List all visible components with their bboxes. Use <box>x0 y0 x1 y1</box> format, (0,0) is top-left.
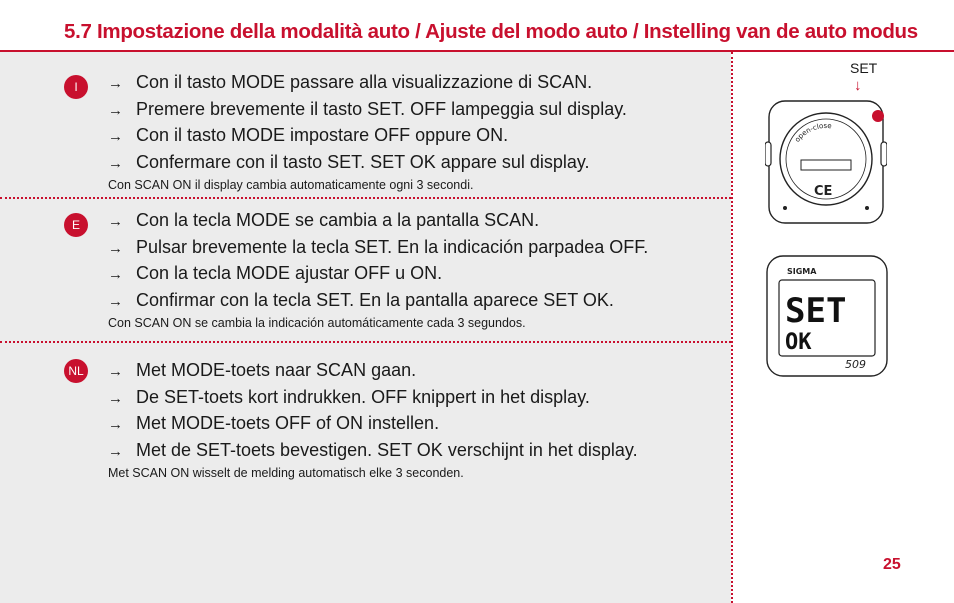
step: → Confermare con il tasto SET. SET OK appare sul display. <box>108 150 728 177</box>
lang-badge-dutch: NL <box>64 359 88 383</box>
steps-spanish <box>108 208 728 331</box>
note-dutch: Met SCAN ON wisselt de melding automatisch elke 3 seconden. <box>108 465 464 480</box>
section-divider <box>0 341 731 343</box>
arrow-down-icon: ↓ <box>854 77 862 94</box>
steps-italian <box>108 70 728 193</box>
step: → Met de SET-toets bevestigen. SET OK verschijnt in het display. <box>108 438 728 465</box>
device-back-illustration <box>765 98 887 226</box>
steps-dutch <box>108 358 728 481</box>
arrow-icon: → <box>108 155 123 173</box>
note-italian: Con SCAN ON il display cambia automaticamente ogni 3 secondi. <box>108 177 474 192</box>
open-close-text: open-close <box>793 121 832 144</box>
arrow-icon: → <box>108 239 123 257</box>
ce-mark: CE <box>814 184 833 199</box>
model-number: 509 <box>845 358 866 371</box>
arrow-icon: → <box>108 389 123 407</box>
display-line-set: SET <box>785 291 847 331</box>
display-line-ok: OK <box>785 330 812 355</box>
step: → Pulsar brevemente la tecla SET. En la indicación parpadea OFF. <box>108 235 728 262</box>
arrow-icon: → <box>108 101 123 119</box>
sigma-logo: SIGMA <box>787 267 817 276</box>
step: → Con la tecla MODE ajustar OFF u ON. <box>108 261 728 288</box>
set-button-marker <box>872 110 884 122</box>
step: → Con il tasto MODE impostare OFF oppure ON. <box>108 123 728 150</box>
arrow-icon: → <box>108 128 123 146</box>
arrow-icon: → <box>108 416 123 434</box>
page-title: 5.7 Impostazione della modalità auto / Ajuste del modo auto / Instelling van de auto modus <box>64 20 918 43</box>
step: → Confirmar con la tecla SET. En la pantalla aparece SET OK. <box>108 288 728 315</box>
instructions-panel <box>0 52 731 603</box>
set-button-label: SET <box>850 60 878 76</box>
arrow-icon: → <box>108 266 123 284</box>
step: → Met MODE-toets OFF of ON instellen. <box>108 411 728 438</box>
device-front-illustration <box>765 254 889 378</box>
lang-badge-spanish: E <box>64 213 88 237</box>
arrow-icon: → <box>108 443 123 461</box>
arrow-icon: → <box>108 363 123 380</box>
note-spanish: Con SCAN ON se cambia la indicación automáticamente cada 3 segundos. <box>108 315 526 330</box>
lang-badge-italian: I <box>64 75 88 99</box>
section-divider <box>0 197 731 199</box>
step: → Con il tasto MODE passare alla visualizzazione di SCAN. <box>108 70 728 97</box>
figure-panel <box>733 52 954 603</box>
step: → De SET-toets kort indrukken. OFF knippert in het display. <box>108 385 728 412</box>
page-number: 25 <box>883 556 901 573</box>
step: → Con la tecla MODE se cambia a la pantalla SCAN. <box>108 208 728 235</box>
step: → Met MODE-toets naar SCAN gaan. <box>108 358 728 385</box>
arrow-icon: → <box>108 293 123 311</box>
step: → Premere brevemente il tasto SET. OFF lampeggia sul display. <box>108 97 728 124</box>
arrow-icon: → <box>108 75 123 92</box>
arrow-icon: → <box>108 213 123 230</box>
